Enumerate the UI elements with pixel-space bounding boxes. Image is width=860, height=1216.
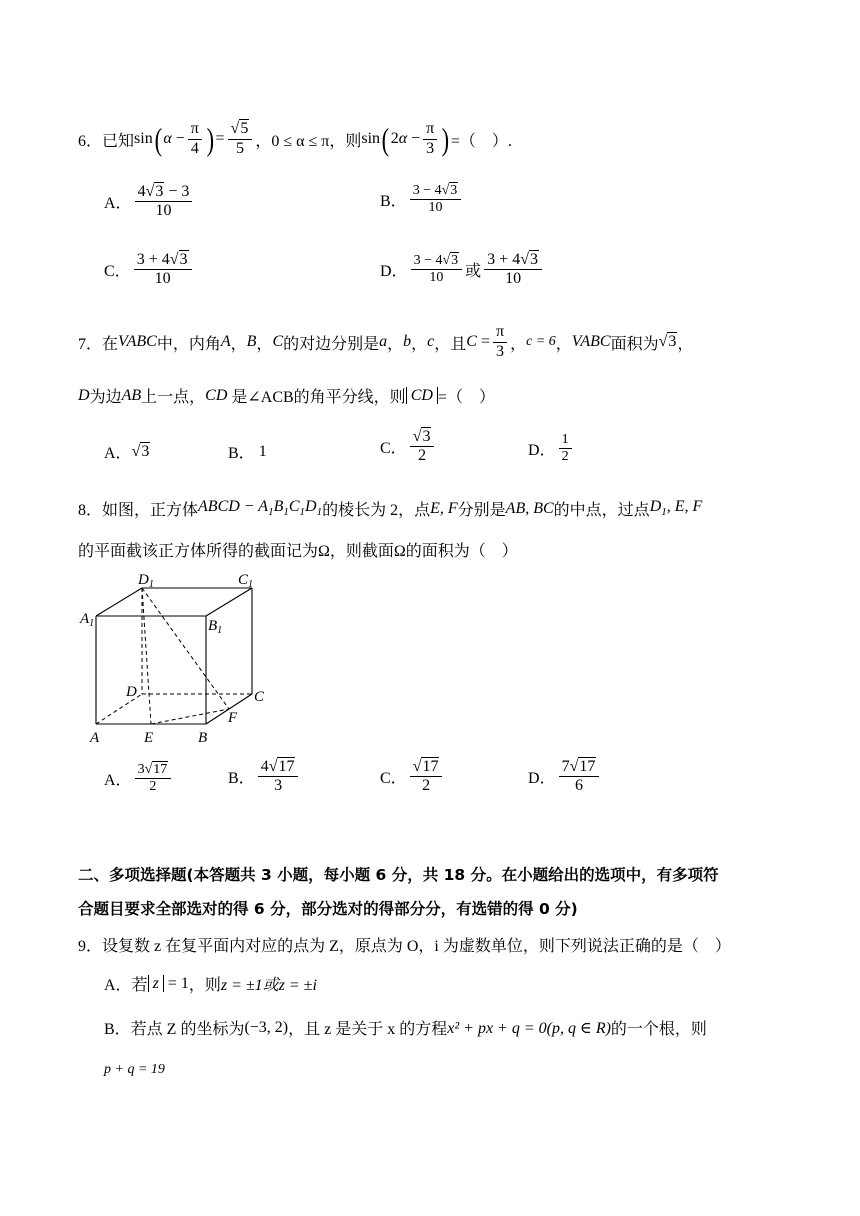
q8-option-a[interactable]: A． $\frac{3√17}{2}$ [104,762,174,795]
q7-option-d[interactable]: D． $\frac{1}{2}$ [528,432,575,465]
label-a1: $A_1$ [80,611,95,629]
edge-a1d1 [96,588,142,616]
q6-option-b[interactable]: B． $\frac{3 - 4√3}{10}$ [380,183,464,216]
q9-stem: 9．设复数 z 在复平面内对应的点为 Z，原点为 O，i 为虚数单位，则下列说法正确的是（ ） [78,938,731,955]
label-e: E [144,730,154,746]
label-b: B [198,730,208,746]
cube-figure [78,568,278,750]
q9-option-b-cont: p + q = 19 [104,1062,165,1077]
q8-line1: 8．如图，正方体 ABCD − $A_1B_1C_1D_1$ 的棱长为 2，点 E, F 分别是 AB, BC 的中点，过点 $D_1$, E, F [78,498,703,519]
q6-frac-rhs: $\frac{√5}{5}$ [228,120,253,158]
q6-option-c[interactable]: C． $\frac{3 + 4√3}{10}$ [104,251,195,289]
q7-line1: 7．在 VABC 中，内角 A ， B ， C 的对边分别是 a ， b ， c ，且 C = $\frac{\pi}{3}$ ， c = 6 ， VABC 面积为 √3 ， [78,323,694,360]
q7-option-b[interactable]: B． 1 [228,442,267,462]
edge-b1c1 [206,588,252,616]
q9-option-b[interactable]: B．若点 Z 的坐标为 (−3, 2) ，且 z 是关于 x 的方程 x² + px + q = 0(p, q ∈ R) 的一个根，则 [104,1018,707,1038]
label-c: C [254,689,265,705]
q8-option-c[interactable]: C． $\frac{√17}{2}$ [380,758,445,796]
q8-option-b[interactable]: B． $\frac{4√17}{3}$ [228,758,301,796]
q6-frac-pi4: $\frac{\pi}{4}$ [188,120,202,158]
q9-option-a[interactable]: A．若 z = 1 ，则 z = ±1或z = ±i [104,974,317,994]
label-a: A [90,730,100,746]
label-f: F [228,710,238,726]
label-b1: $B_1$ [208,618,223,636]
q6-option-d[interactable]: D． $\frac{3 - 4√3}{10}$ 或 $\frac{3 + 4√3}{10}$ [380,251,545,289]
q7-option-c[interactable]: C． $\frac{√3}{2}$ [380,428,437,466]
q8-line2: 的平面截该正方体所得的截面记为Ω，则截面Ω的面积为（ ） [78,543,518,560]
section2-line1: 二、多项选择题(本答题共 3 小题，每小题 6 分，共 18 分。在小题给出的选项中，有多项符 [78,866,719,884]
q7-line2: D 为边 AB 上一点， CD 是∠ACB的角平分线，则 CD =（ ） [78,386,495,406]
label-d1: $D_1$ [138,572,154,590]
label-c1: $C_1$ [238,572,254,590]
q6-stem: 6．已知 sin ( α − $\frac{\pi}{4}$ ) = $\frac{√5}{5}$ ，0 ≤ α ≤ π，则 sin ( 2 α − $\frac{\pi}{3}$ ) =（ ）. [78,120,512,157]
line-d1f [142,588,229,709]
line-d1e [142,588,151,724]
q6-label: 6．已知 [78,132,135,150]
q7-option-a[interactable]: A． √3 [104,442,150,462]
q6-frac-pi3: $\frac{\pi}{3}$ [423,120,437,158]
q8-option-d[interactable]: D． $\frac{7√17}{6}$ [528,758,602,796]
label-d: D [126,684,137,700]
q6-option-a[interactable]: A． $\frac{4√3 - 3}{10}$ [104,183,195,221]
section2-line2: 合题目要求全部选对的得 6 分，部分选对的得部分分，有选错的得 0 分) [78,900,578,918]
